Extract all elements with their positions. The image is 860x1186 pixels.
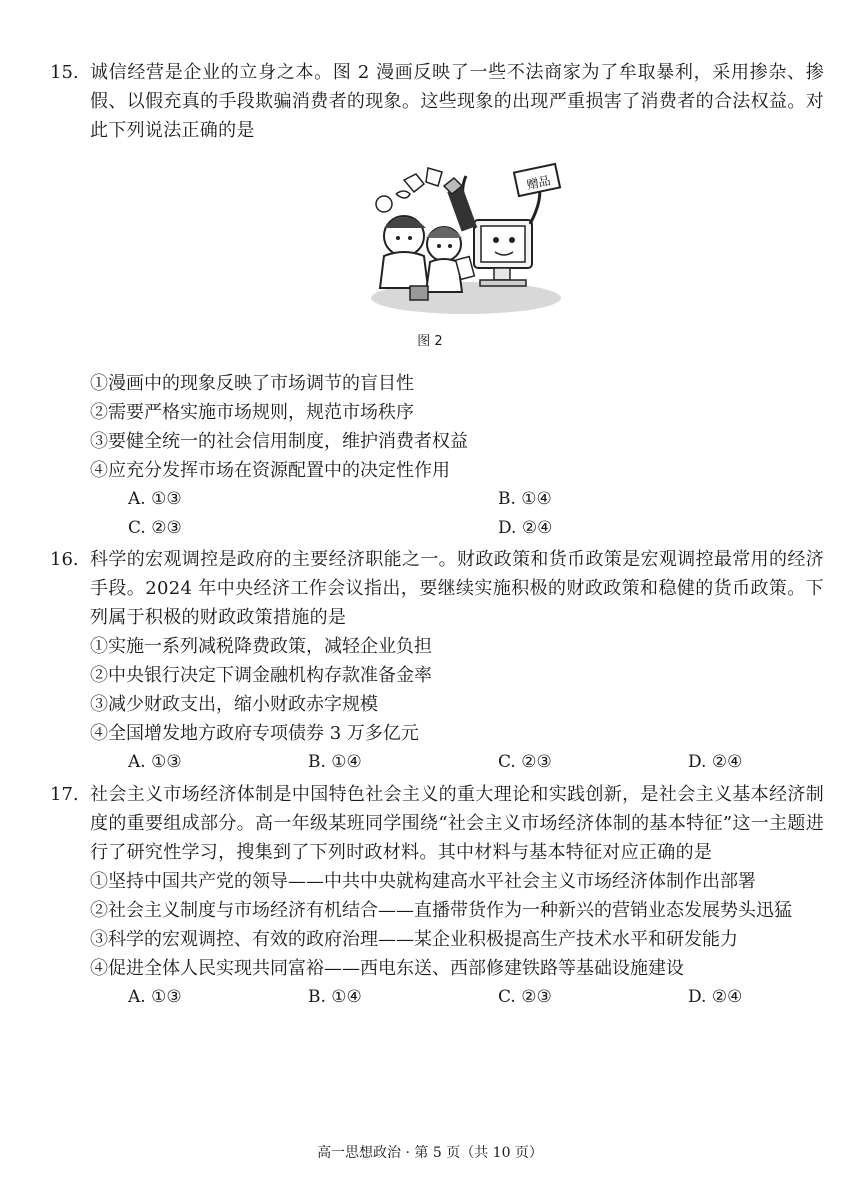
choice-a: A. ①③ [128, 752, 182, 772]
option-item: ①漫画中的现象反映了市场调节的盲目性 [90, 373, 414, 394]
choice-b: B. ①④ [308, 752, 362, 772]
question-16 [50, 545, 824, 777]
choice-row [90, 485, 824, 514]
option-item: ②社会主义制度与市场经济有机结合——直播带货作为一种新兴的营销业态发展势头迅猛 [90, 900, 792, 921]
question-number: 17. [50, 784, 79, 805]
option-item: ①坚持中国共产党的领导——中共中央就构建高水平社会主义市场经济体制作出部署 [90, 871, 756, 892]
question-stem: 社会主义市场经济体制是中国特色社会主义的重大理论和实践创新，是社会主义基本经济制度的重要组成部分。高一年级某班同学围绕“社会主义市场经济体制的基本特征”这一主题进行了研究性学习，搜集到了下列时政材料。其中材料与基本特征对应正确的是 [90, 784, 824, 863]
option-item: ②中央银行决定下调金融机构存款准备金率 [90, 665, 432, 686]
option-item: ①实施一系列减税降费政策，减轻企业负担 [90, 636, 432, 657]
choice-d: D. ②④ [688, 752, 743, 772]
choice-d: D. ②④ [498, 518, 553, 538]
option-item: ③要健全统一的社会信用制度，维护消费者权益 [90, 431, 468, 452]
question-stem: 诚信经营是企业的立身之本。图 2 漫画反映了一些不法商家为了牟取暴利，采用掺杂、掺假、以假充真的手段欺骗消费者的现象。这些现象的出现严重损害了消费者的合法权益。对此下列说法正确的是 [90, 62, 824, 141]
question-15-options [90, 369, 824, 543]
option-item: ④应充分发挥市场在资源配置中的决定性作用 [90, 460, 450, 481]
option-item: ④促进全体人民实现共同富裕——西电东送、西部修建铁路等基础设施建设 [90, 958, 684, 979]
question-number: 15. [50, 62, 79, 83]
option-item: ②需要严格实施市场规则，规范市场秩序 [90, 402, 414, 423]
cartoon-illustration [366, 158, 582, 318]
question-stem: 科学的宏观调控是政府的主要经济职能之一。财政政策和货币政策是宏观调控最常用的经济手段。2024 年中央经济工作会议指出，要继续实施积极的财政政策和稳健的货币政策。下列属于积极的财政政策措施的是 [90, 549, 824, 628]
cartoon-figure [366, 158, 582, 318]
choice-row [90, 514, 824, 543]
question-17 [50, 780, 824, 1012]
choice-b: B. ①④ [498, 489, 552, 509]
choice-row [90, 983, 824, 1012]
choice-row [90, 748, 824, 777]
sign-text: 赠品 [525, 173, 552, 193]
option-item: ④全国增发地方政府专项债券 3 万多亿元 [90, 723, 419, 744]
figure-caption: 图 2 [417, 334, 443, 349]
choice-c: C. ②③ [498, 987, 552, 1007]
choice-c: C. ②③ [128, 518, 182, 538]
option-item: ③减少财政支出，缩小财政赤字规模 [90, 694, 378, 715]
question-number: 16. [50, 549, 79, 570]
choice-a: A. ①③ [128, 489, 182, 509]
question-15 [50, 58, 824, 145]
page-footer: 高一思想政治 · 第 5 页（共 10 页） [317, 1145, 543, 1161]
option-item: ③科学的宏观调控、有效的政府治理——某企业积极提高生产技术水平和研发能力 [90, 929, 738, 950]
choice-c: C. ②③ [498, 752, 552, 772]
choice-b: B. ①④ [308, 987, 362, 1007]
choice-a: A. ①③ [128, 987, 182, 1007]
shoppers-drawing [380, 216, 474, 300]
choice-d: D. ②④ [688, 987, 743, 1007]
